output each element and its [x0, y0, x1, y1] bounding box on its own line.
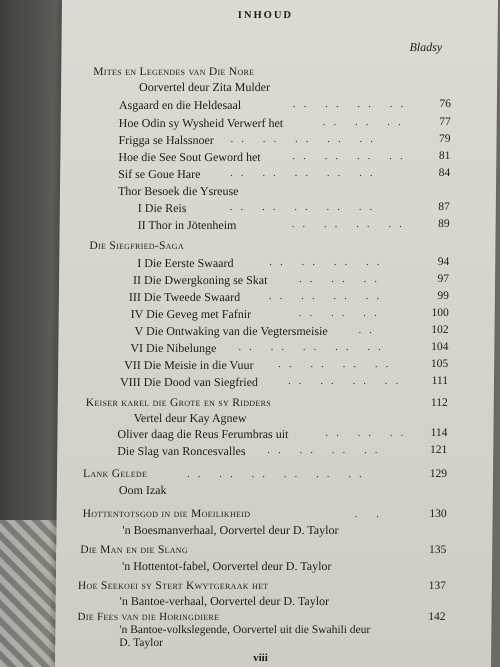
leader-dots: .. .. ..: [298, 307, 385, 319]
toc-entry-title: Asgaard en die Heldesaal: [118, 98, 242, 112]
section-title: Die Siegfried-Saga: [89, 240, 185, 252]
toc-entry-title: III Die Tweede Swaard: [128, 290, 241, 304]
leader-dots: .. .. .. .. ..: [229, 201, 381, 213]
toc-entry-title: Sif se Goue Hare: [118, 167, 201, 181]
toc-entry: [134, 324, 449, 340]
toc-entry-title: VI Die Nibelunge: [130, 341, 217, 355]
page-header: INHOUD: [237, 10, 294, 21]
toc-entry-page: 111: [431, 375, 449, 387]
toc-entry-title: Hoe die See Sout Geword het: [118, 150, 261, 164]
leader-dots: .. .. .. ..: [267, 444, 386, 456]
section-page: 135: [428, 544, 447, 556]
leader-dots: .. .. .. .. ..: [238, 341, 389, 353]
toc-entry-page: 84: [438, 167, 451, 179]
toc-entry-title: Oliver daag die Reus Ferumbras uit: [117, 427, 289, 441]
toc-entry-title: II Thor in Jötenheim: [137, 218, 237, 232]
section-title: Mites en Legendes van Die Nore: [93, 66, 255, 78]
toc-entry-page: 99: [437, 290, 449, 302]
leader-dots: .. .. .. ..: [292, 150, 411, 162]
section-subtitle: 'n Boesmanverhaal, Oorvertel deur D. Taylor: [122, 523, 339, 537]
leader-dots: .. .. .. ..: [292, 98, 412, 110]
toc-entry: [132, 273, 450, 289]
toc-entry-page: 100: [431, 307, 449, 319]
section-title: Lank Gelede: [82, 468, 148, 480]
toc-entry-page: 104: [431, 341, 449, 353]
section-page: 137: [428, 580, 446, 592]
toc-entry-title: IV Die Geveg met Fafnir: [130, 307, 252, 321]
leader-dots: . .: [354, 508, 387, 520]
toc-entry-page: 89: [438, 218, 450, 230]
page-column-label: Bladsy: [409, 40, 443, 54]
section-title: Die Man en die Slang: [80, 544, 189, 556]
toc-entry-title: Hoe Odin sy Wysheid Verwerf het: [118, 116, 284, 130]
toc-entry-page: 114: [430, 427, 448, 439]
leader-dots: .. .. ..: [299, 273, 386, 285]
toc-entry-title: V Die Ontwaking van die Vegtersmeisie: [134, 324, 328, 338]
leader-dots: .. .. .. ..: [269, 256, 388, 268]
book-page: [55, 0, 498, 667]
leader-dots: .. .. ..: [325, 427, 412, 439]
leader-dots: .. .. .. ..: [268, 290, 388, 302]
leader-dots: .. .. .. ..: [291, 218, 410, 230]
section-title: Die Fees van die Horingdiere: [77, 611, 220, 623]
toc-entry-page: 105: [430, 358, 449, 370]
section-subtitle: 'n Bantoe-verhaal, Oorvertel deur D. Taylor: [119, 594, 330, 608]
leader-dots: .. .. .. .. ..: [230, 167, 381, 179]
background-pattern: [0, 520, 60, 667]
toc-entry-page: 121: [429, 444, 448, 456]
section-page: 129: [429, 468, 448, 480]
section-page: 112: [430, 397, 448, 409]
section-page: 142: [428, 611, 446, 623]
toc-entry-page: 87: [438, 201, 450, 213]
section-title: Hoe Seekoei sy Stert Kwytgeraak het: [77, 580, 269, 592]
section-title: Hottentotsgod in die Moeilikheid: [82, 508, 251, 520]
toc-entry-title: I Die Eerste Swaard: [137, 256, 234, 270]
section-subtitle: 'n Hottentot-fabel, Oorvertel deur D. Taylor: [121, 559, 332, 573]
toc-entry-title: I Die Reis: [137, 201, 187, 215]
leader-dots: .. .. .. ..: [287, 375, 407, 387]
toc-entry: [131, 307, 447, 323]
toc-entry-page: 76: [439, 98, 451, 110]
toc-entry: [118, 184, 448, 200]
section-subtitle: Vertel deur Kay Agnew: [133, 411, 247, 425]
toc-entry-page: 94: [437, 256, 450, 268]
toc-entry-title: II Die Dwergkoning se Skat: [132, 273, 268, 287]
toc-entry-title: Thor Besoek die Ysreuse: [117, 184, 239, 198]
toc-entry-title: Die Slag van Roncesvalles: [117, 444, 246, 458]
leader-dots: .. .. ..: [322, 116, 409, 128]
section-subtitle: Oom Izak: [118, 483, 167, 497]
section-title: Keiser karel die Grote en sy Ridders: [85, 397, 272, 409]
leader-dots: ..: [358, 324, 381, 336]
toc-entry-page: 97: [437, 273, 450, 285]
section-subtitle: 'n Bantoe-volkslegende, Oorvertel uit die Swahili deur: [119, 624, 371, 636]
toc-entry-page: 81: [438, 150, 451, 162]
leader-dots: .. .. .. .. ..: [230, 133, 382, 145]
toc-entry-page: 77: [439, 116, 451, 128]
toc-entry-title: VII Die Meisie in die Vuur: [124, 358, 254, 372]
leader-dots: .. .. .. ..: [278, 358, 397, 370]
leader-dots: .. .. .. .. .. ..: [186, 468, 370, 480]
page-number: viii: [253, 652, 268, 664]
toc-entry-title: Frigga se Halssnoer: [118, 133, 214, 147]
section-page: 130: [429, 508, 447, 520]
toc-entry-title: VIII Die Dood van Siegfried: [119, 375, 259, 389]
section-subtitle: D. Taylor: [119, 637, 164, 649]
section-subtitle: Oorvertel deur Zita Mulder: [139, 80, 271, 94]
toc-entry-page: 79: [438, 133, 451, 145]
toc-entry-page: 102: [431, 324, 449, 336]
